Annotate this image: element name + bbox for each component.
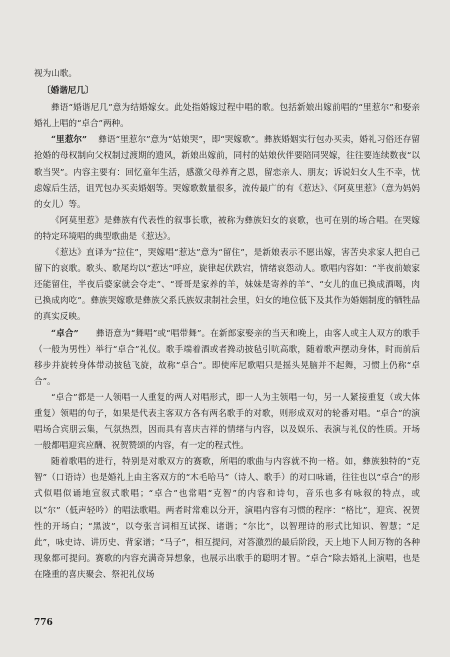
section-heading: 〔婚谐尼几〕 xyxy=(42,86,94,97)
paragraph-4: 《惹达》直译为“拉住”，哭嫁唱“惹达”意为“留住”，是新娘表示不愿出嫁，害苦央求家人把自己留下的哀歌。歌头、歌尾均以“惹达”呼应，旋律起伏跌宕，情绪哀怨动人。歌唱内容如：“半夜前娘家还能留住，半夜后婆家就会夺走”、“哥哥是家养的羊，妹妹是寄养的羊”、“女儿的血已换成酒喝，肉已换成肉吃”。彝族哭嫁歌是彝族父系氏族奴隶制社会里，妇女的地位低下及其作为婚姻制度的牺牲品的真实反映。 xyxy=(34,248,420,323)
paragraph-7: 随着歌唱的进行，特别是对歌双方的赛歌，所唱的歌曲与内容就不拘一格。如，彝族独特的“克智”（口语诗）也是婚礼上由主客双方的“木毛哈马”（诗人、歌手）的对口咏诵，往往也以“卓合”的形式似唱似诵地宣叙式歌唱；“卓合”也常唱“克智”的内容和诗句，音乐也多有咏叙的特点，或以“尔”（低声轻吟）的唱法歌唱。两者时常难以分开，演唱内容有习惯的程序：“格比”，迎宾、祝贺性的开场白；“黑波”，以夸张言词相互试探、诸谐；“尔比”，以智理诗的形式比知识、智慧；“足此”，咏史诗、讲历史、背家谱；“马子”，相互提问，对答激烈的最后阶段，天上地下人间万物的各种现象都可提问。赛歌的内容充满奇异想象，也展示出歌手的聪明才智。“卓合”除去婚礼上演唱，也是在隆重的喜庆聚会、祭祀礼仪场 xyxy=(34,457,420,580)
paragraph-6: “卓合”都是一人领唱一人重复的两人对唱形式，即一人为主领唱一句，另一人紧接重复（或大体重复）领唱的句子，如果是代表主客双方各有两名歌手的对歌，则形成双对的轮番对唱。“卓合”的演唱场合宾朋云集，气氛热烈，因而具有喜庆吉祥的情绪与内容，以及娱乐、表演与礼仪的性质。开场一般都唱迎宾应酬、祝贺赞颂的内容，有一定的程式性。 xyxy=(34,392,420,452)
paragraph-3: 《阿莫里惹》是彝族有代表性的叙事长歌，被称为彝族妇女的哀歌，也可在别的场合唱。在哭嫁的特定环境唱的典型歌曲是《惹达》。 xyxy=(34,215,420,242)
paragraph-2 xyxy=(34,132,420,212)
page-number: 776 xyxy=(34,618,53,628)
opening-line: 视为山歌。 xyxy=(34,69,77,79)
page-body xyxy=(34,66,420,583)
term-li-re-er: “里惹尔” xyxy=(51,135,87,146)
paragraph-1: 彝语“婚谐尼几”意为结婚嫁女。此处指婚嫁过程中唱的歌。包括新娘出嫁前唱的“里惹尔”和娶亲婚礼上唱的“卓合”两种。 xyxy=(34,103,420,130)
paragraph-5 xyxy=(34,326,420,390)
paragraph-5-text: 彝语意为“舞唱”或“唱带舞”。在新郎家娶亲的当天和晚上，由客人或主人双方的歌手（一般为男性）举行“卓合”礼仪。歌手端着酒或者搀动披毡引吭高歌，随着歌声摆动身体，时而前后移步并旋转身体带动披毡飞旋，故称“卓合”。即使库尼歌唱只是摇头晃脑并不起舞，习惯上仍称“卓合”。 xyxy=(34,328,421,387)
term-zhuo-he: “卓合” xyxy=(51,328,79,339)
paragraph-2-text: 彝语“里惹尔”意为“姑娘哭”，即“哭嫁歌”。彝族婚姻实行包办买卖，婚礼习俗还存留抢婚的母权制向父权制过渡期的遗风，新娘出嫁前，同村的姑娘伙伴要陪同哭嫁，往往要连续数夜“以歌当哭”。内容主要有：回忆童年生活，感激父母养育之恩，留恋亲人、朋友；诉说妇女人生不幸，忧虑嫁后生活，诅咒包办买卖婚姻等。哭嫁歌数量很多，流传最广的有《惹达》、《阿莫里惹》（意为妈妈的女儿）等。 xyxy=(34,135,420,210)
